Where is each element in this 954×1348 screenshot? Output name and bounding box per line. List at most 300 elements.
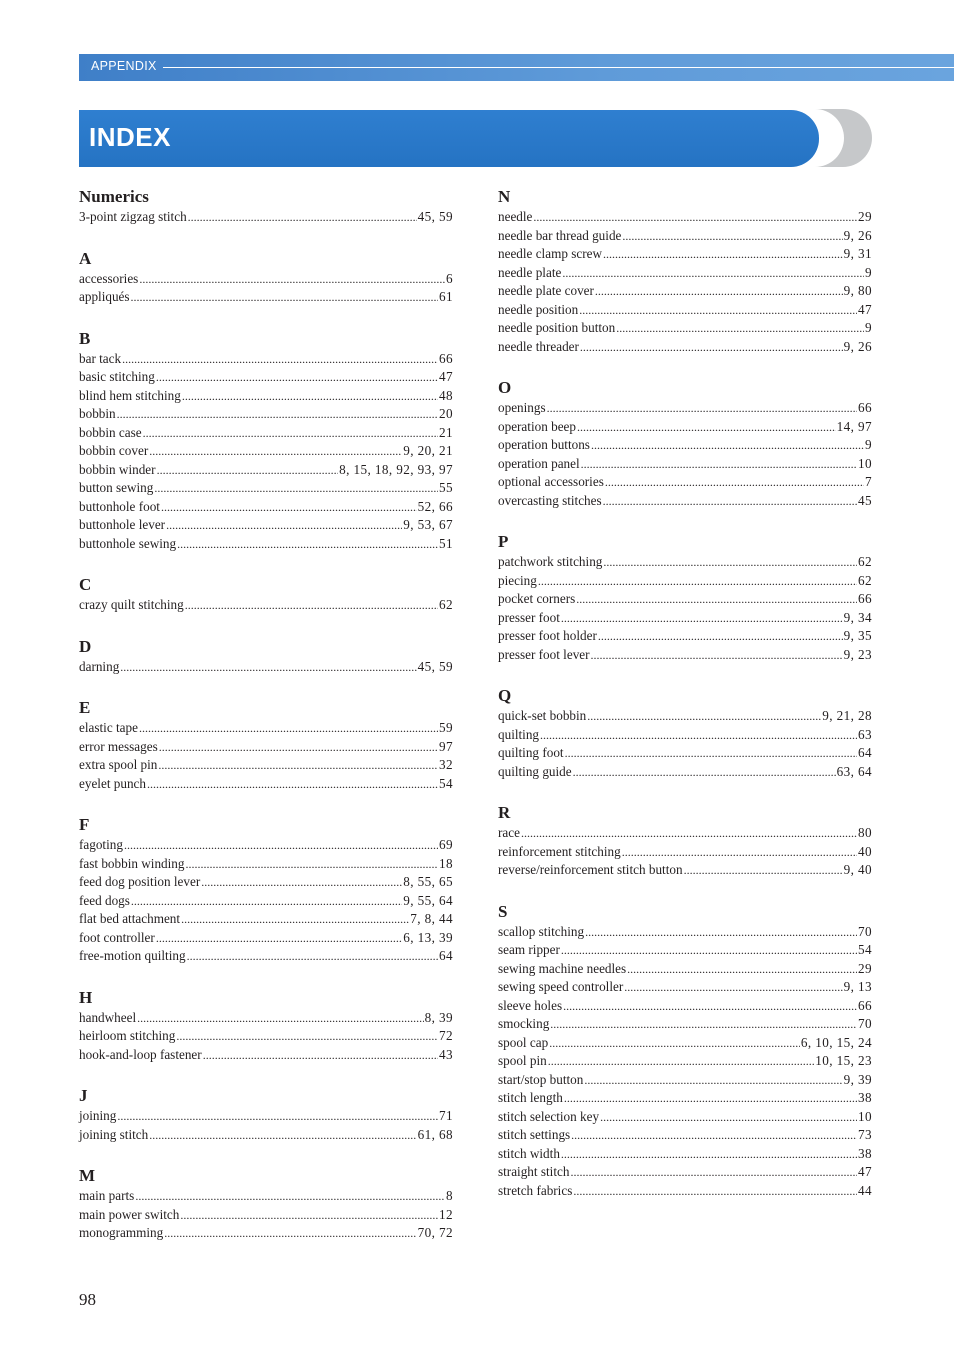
index-entry xyxy=(79,479,453,498)
index-term: quilting foot xyxy=(498,745,564,760)
index-term: flat bed attachment xyxy=(79,911,181,926)
index-entry xyxy=(498,436,872,455)
index-term: straight stitch xyxy=(498,1164,570,1179)
index-entry xyxy=(498,1126,872,1145)
dot-leader xyxy=(624,978,842,997)
section-heading: F xyxy=(79,815,90,834)
index-entry xyxy=(79,1046,453,1065)
dot-leader xyxy=(122,350,438,369)
index-section xyxy=(79,328,453,554)
index-pages: 70 xyxy=(858,923,872,939)
index-pages: 48 xyxy=(439,387,453,403)
index-pages: 9 xyxy=(865,320,872,335)
dot-leader xyxy=(585,923,857,942)
section-heading: C xyxy=(79,575,92,594)
index-term: main power switch xyxy=(79,1206,180,1222)
index-pages: 6, 13, 39 xyxy=(403,929,453,945)
index-pages: 59 xyxy=(439,720,453,735)
index-term: appliqués xyxy=(79,289,130,304)
dot-leader xyxy=(149,442,402,461)
dot-leader xyxy=(158,756,438,775)
dot-leader xyxy=(548,1052,815,1071)
section-heading: R xyxy=(498,803,511,822)
index-pages: 32 xyxy=(439,757,453,772)
index-entry xyxy=(498,227,872,246)
index-entry xyxy=(79,929,453,948)
index-pages: 29 xyxy=(858,960,872,976)
index-pages: 8 xyxy=(446,1188,453,1203)
index-entry xyxy=(79,350,453,369)
index-pages: 9, 34 xyxy=(843,609,872,625)
index-entry xyxy=(498,282,872,301)
dot-leader xyxy=(147,775,438,794)
index-entry xyxy=(498,473,872,492)
index-term: operation panel xyxy=(498,455,580,471)
index-entry xyxy=(498,1015,872,1034)
index-term: joining stitch xyxy=(79,1126,149,1142)
dot-leader xyxy=(137,1009,424,1028)
dot-leader xyxy=(124,836,438,855)
index-entry xyxy=(498,646,872,665)
index-term: needle position button xyxy=(498,320,616,335)
index-term: button sewing xyxy=(79,480,154,495)
section-heading: N xyxy=(498,187,511,206)
index-entry xyxy=(498,627,872,646)
index-entry xyxy=(79,461,453,480)
section-heading: P xyxy=(498,532,509,551)
index-entry xyxy=(498,1089,872,1108)
dot-leader xyxy=(149,1126,416,1145)
dot-leader xyxy=(164,1224,416,1243)
index-pages: 71 xyxy=(439,1108,453,1123)
index-section xyxy=(498,901,872,1201)
index-term: darning xyxy=(79,658,120,674)
dot-leader xyxy=(600,1108,857,1127)
index-term: crazy quilt stitching xyxy=(79,597,184,612)
appendix-header-bar xyxy=(79,54,954,81)
index-term: monogramming xyxy=(79,1225,164,1240)
index-term: spool cap xyxy=(498,1034,549,1050)
index-pages: 66 xyxy=(858,591,872,606)
dot-leader xyxy=(120,658,416,677)
index-term: error messages xyxy=(79,738,158,754)
index-term: elastic tape xyxy=(79,720,138,735)
index-pages: 61 xyxy=(439,289,453,304)
index-term: sewing machine needles xyxy=(498,960,627,976)
dot-leader xyxy=(156,929,402,948)
index-entry xyxy=(79,442,453,461)
index-pages: 9 xyxy=(865,264,872,280)
index-term: needle plate xyxy=(498,264,562,280)
section-heading: A xyxy=(79,248,92,268)
dot-leader xyxy=(182,387,438,406)
index-pages: 29 xyxy=(858,209,872,224)
index-pages: 10 xyxy=(858,1108,872,1124)
dot-leader xyxy=(603,245,843,264)
index-entry xyxy=(79,947,453,966)
index-pages: 64 xyxy=(858,745,872,760)
dot-leader xyxy=(584,1071,842,1090)
dot-leader xyxy=(561,609,843,628)
index-term: heirloom stitching xyxy=(79,1028,176,1043)
index-term: smocking xyxy=(498,1016,550,1031)
index-term: bobbin xyxy=(79,406,116,421)
index-entry xyxy=(498,1052,872,1071)
index-term: operation beep xyxy=(498,418,576,434)
index-term: needle threader xyxy=(498,338,579,354)
index-entry xyxy=(79,775,453,794)
index-term: quilting xyxy=(498,726,540,742)
dot-leader xyxy=(571,1126,857,1145)
index-term: fagoting xyxy=(79,837,123,852)
dot-leader xyxy=(603,492,857,511)
index-entry xyxy=(79,387,453,406)
index-pages: 9, 23 xyxy=(843,646,872,662)
index-entry xyxy=(498,941,872,960)
dot-leader xyxy=(547,399,857,418)
index-term: handwheel xyxy=(79,1009,137,1025)
index-pages: 10 xyxy=(858,455,872,471)
index-pages: 61, 68 xyxy=(417,1126,453,1142)
dot-leader xyxy=(117,405,438,424)
dot-leader xyxy=(157,461,339,480)
index-entry xyxy=(498,553,872,572)
index-pages: 21 xyxy=(439,424,453,440)
dot-leader xyxy=(131,288,438,307)
index-entry xyxy=(79,658,453,677)
index-term: bar tack xyxy=(79,350,122,366)
dot-leader xyxy=(117,1107,438,1126)
index-term: stitch selection key xyxy=(498,1108,600,1124)
dot-leader xyxy=(581,455,857,474)
index-pages: 52, 66 xyxy=(417,498,453,514)
index-term: reinforcement stitching xyxy=(498,843,621,859)
index-term: free-motion quilting xyxy=(79,948,186,963)
index-term: stitch length xyxy=(498,1090,563,1105)
index-entry xyxy=(79,1224,453,1243)
index-section xyxy=(498,377,872,510)
index-term: pocket corners xyxy=(498,591,576,606)
index-pages: 9, 13 xyxy=(843,979,872,994)
dot-leader xyxy=(181,910,409,929)
index-pages: 8, 39 xyxy=(424,1009,453,1025)
index-term: openings xyxy=(498,400,546,415)
title-bar xyxy=(79,110,819,167)
index-entry xyxy=(79,596,453,615)
dot-leader xyxy=(201,873,402,892)
index-entry xyxy=(498,997,872,1016)
index-entry xyxy=(79,1126,453,1145)
index-entry xyxy=(498,301,872,320)
index-term: seam ripper xyxy=(498,942,560,957)
index-term: needle xyxy=(498,209,533,224)
index-term: spool pin xyxy=(498,1053,547,1068)
index-pages: 20 xyxy=(439,406,453,421)
index-term: piecing xyxy=(498,572,537,588)
index-term: buttonhole foot xyxy=(79,498,160,514)
index-pages: 7, 8, 44 xyxy=(410,911,453,926)
index-term: presser foot xyxy=(498,609,560,625)
index-section xyxy=(498,186,872,356)
index-entry xyxy=(79,288,453,307)
index-pages: 45, 59 xyxy=(417,658,453,674)
index-entry xyxy=(498,960,872,979)
index-pages: 97 xyxy=(439,738,453,754)
index-term: fast bobbin winding xyxy=(79,855,185,871)
index-pages: 9, 26 xyxy=(843,227,872,243)
index-term: feed dog position lever xyxy=(79,874,201,889)
section-heading: Numerics xyxy=(79,187,149,206)
index-pages: 51 xyxy=(439,535,453,551)
dot-leader xyxy=(177,535,438,554)
index-pages: 14, 97 xyxy=(836,418,872,434)
section-heading: O xyxy=(498,378,512,397)
dot-leader xyxy=(561,941,857,960)
index-entry xyxy=(79,516,453,535)
index-entry xyxy=(498,208,872,227)
index-pages: 62 xyxy=(439,597,453,612)
dot-leader xyxy=(573,1182,857,1201)
index-entry xyxy=(498,1034,872,1053)
index-term: start/stop button xyxy=(498,1071,584,1087)
dot-leader xyxy=(154,479,438,498)
dot-leader xyxy=(564,1089,857,1108)
appendix-label: APPENDIX xyxy=(91,59,157,73)
dot-leader xyxy=(540,726,857,745)
index-pages: 40 xyxy=(858,843,872,859)
index-section xyxy=(498,685,872,781)
index-term: sewing speed controller xyxy=(498,979,624,994)
index-pages: 63 xyxy=(858,726,872,742)
dot-leader xyxy=(570,1163,857,1182)
index-pages: 72 xyxy=(439,1028,453,1043)
index-term: hook-and-loop fastener xyxy=(79,1046,202,1062)
index-pages: 47 xyxy=(858,1164,872,1179)
index-term: optional accessories xyxy=(498,474,604,489)
page-number: 98 xyxy=(79,1290,96,1309)
index-pages: 9, 40 xyxy=(843,862,872,877)
dot-leader xyxy=(166,516,402,535)
index-entry xyxy=(498,399,872,418)
index-entry xyxy=(79,910,453,929)
dot-leader xyxy=(565,744,857,763)
index-term: foot controller xyxy=(79,929,155,945)
index-pages: 9 xyxy=(865,437,872,452)
index-section xyxy=(79,697,453,793)
dot-leader xyxy=(627,960,857,979)
index-entry xyxy=(498,843,872,862)
index-pages: 66 xyxy=(858,400,872,415)
index-entry xyxy=(498,726,872,745)
index-entry xyxy=(79,892,453,911)
index-entry xyxy=(498,861,872,880)
index-entry xyxy=(79,535,453,554)
index-entry xyxy=(498,338,872,357)
index-entry xyxy=(79,270,453,289)
index-pages: 6 xyxy=(446,270,453,286)
index-term: blind hem stitching xyxy=(79,387,181,403)
index-term: basic stitching xyxy=(79,369,155,384)
dot-leader xyxy=(684,861,843,880)
dot-leader xyxy=(563,997,857,1016)
index-column-left xyxy=(79,186,453,1264)
index-section xyxy=(498,531,872,664)
index-entry xyxy=(498,1182,872,1201)
dot-leader xyxy=(521,824,857,843)
index-entry xyxy=(498,492,872,511)
index-entry xyxy=(498,707,872,726)
index-term: stitch width xyxy=(498,1145,560,1161)
section-heading: B xyxy=(79,328,91,348)
index-entry xyxy=(498,824,872,843)
index-entry xyxy=(79,738,453,757)
index-term: patchwork stitching xyxy=(498,554,603,569)
dot-leader xyxy=(533,208,857,227)
dot-leader xyxy=(595,282,843,301)
index-term: main parts xyxy=(79,1188,135,1203)
index-entry xyxy=(498,763,872,782)
index-term: race xyxy=(498,825,520,840)
index-term: 3-point zigzag stitch xyxy=(79,209,187,224)
index-term: sleeve holes xyxy=(498,997,563,1013)
index-pages: 12 xyxy=(439,1206,453,1222)
index-term: presser foot holder xyxy=(498,628,597,643)
index-pages: 9, 35 xyxy=(843,628,872,643)
index-entry xyxy=(498,418,872,437)
dot-leader xyxy=(573,763,836,782)
index-term: needle bar thread guide xyxy=(498,227,622,243)
dot-leader xyxy=(135,1187,445,1206)
section-heading: Q xyxy=(498,686,512,705)
index-entry xyxy=(79,1187,453,1206)
dot-leader xyxy=(176,1027,438,1046)
index-pages: 6, 10, 15, 24 xyxy=(800,1034,872,1050)
index-term: reverse/reinforcement stitch button xyxy=(498,862,683,877)
dot-leader xyxy=(598,627,843,646)
header-divider-line xyxy=(163,67,954,68)
index-term: stretch fabrics xyxy=(498,1182,573,1198)
index-term: extra spool pin xyxy=(79,757,158,772)
index-pages: 9, 55, 64 xyxy=(403,892,453,908)
index-section xyxy=(79,814,453,966)
index-pages: 44 xyxy=(858,1182,872,1198)
index-pages: 66 xyxy=(858,997,872,1013)
index-section xyxy=(79,1165,453,1243)
index-entry xyxy=(79,756,453,775)
index-entry xyxy=(498,744,872,763)
index-pages: 69 xyxy=(439,837,453,852)
index-pages: 62 xyxy=(858,572,872,588)
index-term: bobbin winder xyxy=(79,461,156,477)
index-term: scallop stitching xyxy=(498,923,585,939)
dot-leader xyxy=(576,590,857,609)
index-section xyxy=(79,248,453,307)
index-term: quilting guide xyxy=(498,763,572,779)
index-pages: 8, 15, 18, 92, 93, 97 xyxy=(339,461,453,477)
index-pages: 54 xyxy=(858,942,872,957)
dot-leader xyxy=(561,1145,857,1164)
dot-leader xyxy=(143,424,438,443)
dot-leader xyxy=(605,473,864,492)
index-pages: 73 xyxy=(858,1127,872,1142)
dot-leader xyxy=(622,227,842,246)
dot-leader xyxy=(577,418,836,437)
index-pages: 7 xyxy=(865,474,872,489)
index-pages: 70 xyxy=(858,1016,872,1031)
index-pages: 43 xyxy=(439,1046,453,1062)
index-pages: 9, 31 xyxy=(843,246,872,261)
index-pages: 9, 20, 21 xyxy=(403,443,453,458)
index-entry xyxy=(498,1163,872,1182)
index-entry xyxy=(498,978,872,997)
index-term: quick-set bobbin xyxy=(498,708,587,723)
index-entry xyxy=(498,1108,872,1127)
index-term: bobbin cover xyxy=(79,443,149,458)
dot-leader xyxy=(603,553,857,572)
index-pages: 38 xyxy=(858,1090,872,1105)
index-entry xyxy=(79,1027,453,1046)
section-heading: E xyxy=(79,698,91,717)
index-term: buttonhole sewing xyxy=(79,535,177,551)
index-section xyxy=(498,802,872,880)
index-entry xyxy=(498,572,872,591)
index-entry xyxy=(79,405,453,424)
index-entry xyxy=(498,1145,872,1164)
dot-leader xyxy=(186,855,439,874)
page-title: INDEX xyxy=(89,122,171,152)
dot-leader xyxy=(185,596,438,615)
index-entry xyxy=(498,609,872,628)
index-entry xyxy=(79,873,453,892)
index-pages: 70, 72 xyxy=(417,1225,453,1240)
dot-leader xyxy=(538,572,857,591)
index-term: bobbin case xyxy=(79,424,142,440)
index-term: accessories xyxy=(79,270,139,286)
index-term: presser foot lever xyxy=(498,646,590,662)
index-term: buttonhole lever xyxy=(79,517,166,532)
index-pages: 9, 53, 67 xyxy=(403,517,453,532)
index-entry xyxy=(498,455,872,474)
dot-leader xyxy=(616,319,864,338)
index-pages: 47 xyxy=(439,369,453,384)
section-heading: M xyxy=(79,1166,96,1185)
dot-leader xyxy=(550,1015,857,1034)
dot-leader xyxy=(159,738,438,757)
section-heading: S xyxy=(498,901,508,921)
dot-leader xyxy=(587,707,821,726)
index-entry xyxy=(498,319,872,338)
index-entry xyxy=(79,208,453,227)
index-entry xyxy=(79,368,453,387)
index-section xyxy=(79,987,453,1065)
index-pages: 10, 15, 23 xyxy=(815,1053,872,1068)
index-entry xyxy=(498,245,872,264)
index-pages: 62 xyxy=(858,554,872,569)
dot-leader xyxy=(580,338,843,357)
index-term: needle plate cover xyxy=(498,283,594,298)
index-pages: 18 xyxy=(439,855,453,871)
index-pages: 55 xyxy=(439,480,453,495)
dot-leader xyxy=(139,270,445,289)
section-heading: H xyxy=(79,987,93,1007)
dot-leader xyxy=(591,646,843,665)
index-entry xyxy=(79,1206,453,1225)
dot-leader xyxy=(161,498,417,517)
index-pages: 54 xyxy=(439,775,453,791)
index-entry xyxy=(79,1107,453,1126)
index-term: operation buttons xyxy=(498,437,590,452)
dot-leader xyxy=(187,947,438,966)
